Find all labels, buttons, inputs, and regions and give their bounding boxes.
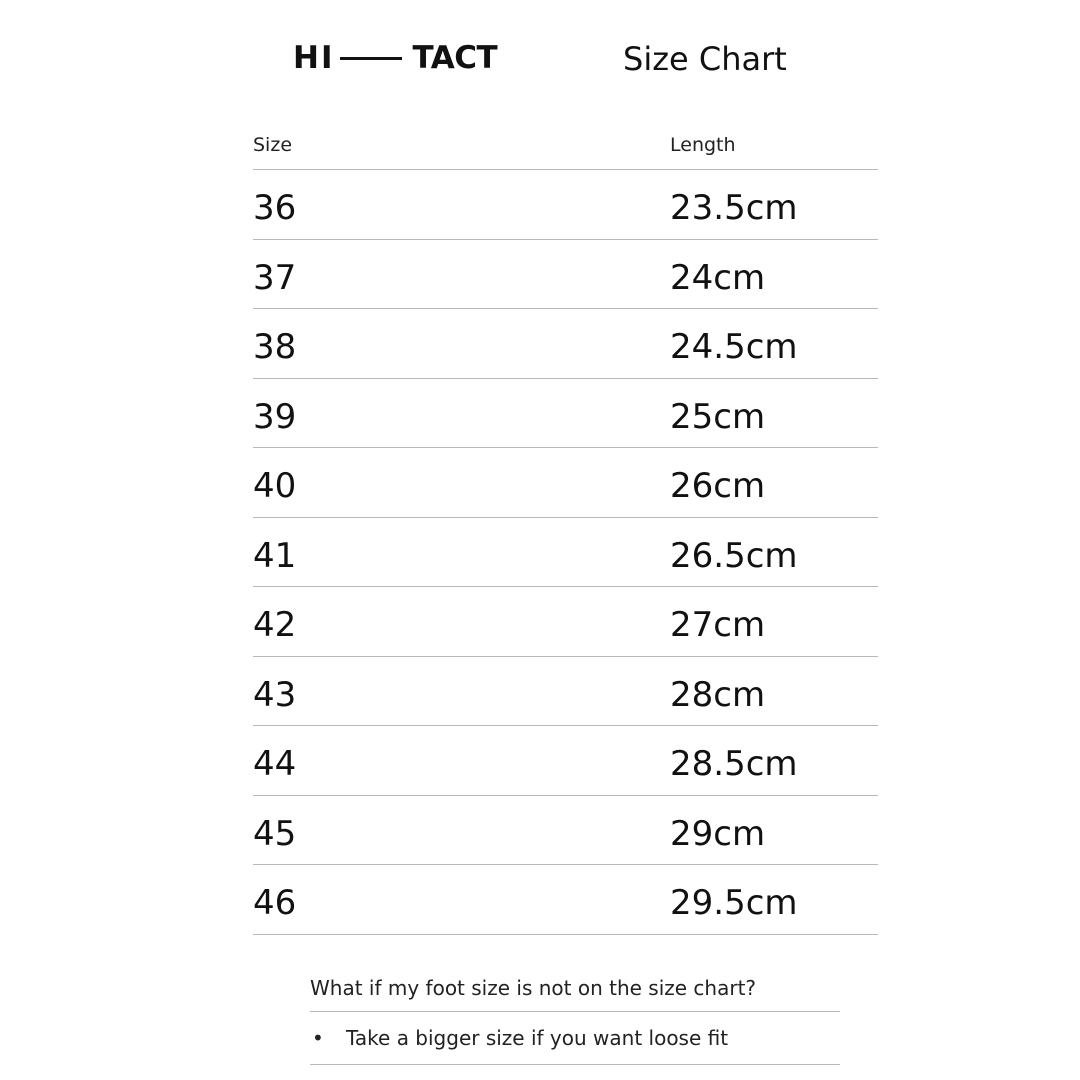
table-row — [253, 448, 878, 518]
cell-length: 29cm — [670, 813, 766, 854]
cell-length: 26cm — [670, 466, 766, 506]
column-header-size: Size — [253, 134, 293, 156]
cell-length: 29.5cm — [670, 883, 798, 923]
table-row — [253, 726, 878, 796]
table-row — [253, 657, 878, 727]
table-row — [253, 587, 878, 657]
cell-length: 28.5cm — [670, 744, 798, 784]
cell-size: 42 — [253, 605, 297, 645]
brand-logo-dash — [340, 57, 402, 60]
cell-size: 46 — [253, 883, 297, 923]
cell-length: 24cm — [670, 257, 766, 298]
table-row — [253, 309, 878, 379]
faq-answer-text: Take a bigger size if you want loose fit — [346, 1026, 729, 1050]
table-row — [253, 518, 878, 588]
faq-question: What if my foot size is not on the size chart? — [310, 968, 840, 1012]
brand-logo-part1: HI — [293, 40, 335, 76]
brand-logo — [293, 40, 497, 76]
cell-length: 24.5cm — [670, 327, 798, 367]
size-table — [253, 128, 878, 935]
cell-size: 41 — [253, 535, 297, 576]
cell-length: 27cm — [670, 605, 766, 645]
table-row — [253, 796, 878, 866]
cell-size: 40 — [253, 466, 297, 506]
cell-length: 26.5cm — [670, 535, 798, 576]
cell-size: 38 — [253, 327, 297, 367]
faq-list-item — [310, 1012, 840, 1065]
cell-size: 36 — [253, 188, 297, 228]
table-row — [253, 240, 878, 310]
cell-size: 44 — [253, 744, 297, 784]
cell-length: 25cm — [670, 396, 766, 437]
cell-size: 39 — [253, 396, 297, 437]
page-title: Size Chart — [623, 40, 787, 78]
table-row — [253, 379, 878, 449]
cell-length: 28cm — [670, 674, 766, 715]
cell-length: 23.5cm — [670, 188, 798, 228]
faq-section — [310, 968, 840, 1065]
cell-size: 43 — [253, 674, 297, 715]
table-row — [253, 170, 878, 240]
cell-size: 45 — [253, 813, 297, 854]
table-row — [253, 865, 878, 935]
brand-logo-part2: TACT — [412, 40, 498, 76]
cell-size: 37 — [253, 257, 297, 298]
bullet-icon: • — [312, 1026, 324, 1050]
table-header — [253, 128, 878, 170]
column-header-length: Length — [670, 134, 736, 156]
